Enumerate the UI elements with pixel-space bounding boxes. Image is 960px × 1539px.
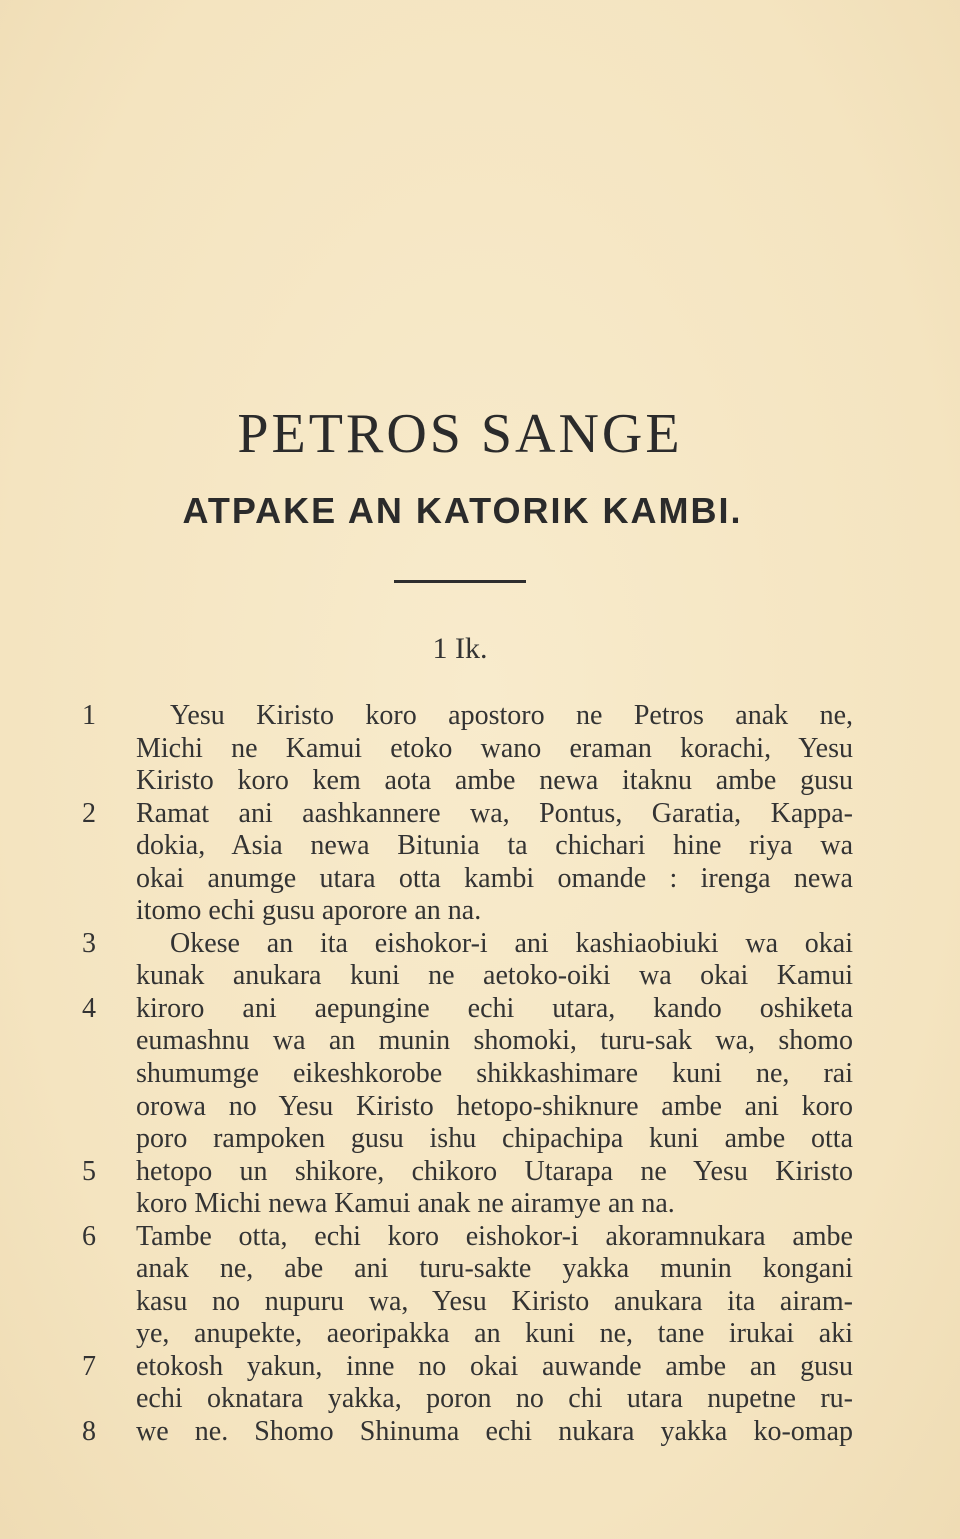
line-text: kunak anukara kuni ne aetoko-oiki wa okai Kamui (136, 960, 853, 992)
verse-number: 6 (82, 1220, 96, 1252)
text-line (0, 1156, 960, 1189)
line-text: Michi ne Kamui etoko wano eraman korachi, Yesu (136, 732, 853, 764)
body-text (0, 700, 960, 1449)
text-line (0, 960, 960, 993)
line-text: Okese an ita eishokor-i ani kashiaobiuki wa okai (170, 927, 853, 959)
page-title: PETROS SANGE (237, 403, 683, 465)
text-line (0, 993, 960, 1026)
text-line (0, 1058, 960, 1091)
line-text: echi oknatara yakka, poron no chi utara nupetne ru- (136, 1383, 853, 1415)
verse-number: 3 (82, 927, 96, 959)
text-line (0, 1416, 960, 1449)
text-line (0, 895, 960, 928)
text-line (0, 1123, 960, 1156)
text-line (0, 1318, 960, 1351)
line-text: anak ne, abe ani turu-sakte yakka munin kongani (136, 1253, 853, 1285)
line-text: Kiristo koro kem aota ambe newa itaknu ambe gusu (136, 765, 853, 797)
line-text: poro rampoken gusu ishu chipachipa kuni ambe otta (136, 1123, 853, 1155)
verse-number: 1 (82, 700, 96, 731)
line-text: etokosh yakun, inne no okai auwande ambe an gusu (136, 1350, 853, 1382)
line-text: we ne. Shomo Shinuma echi nukara yakka ko-omap (136, 1416, 853, 1448)
text-line (0, 1091, 960, 1124)
text-line (0, 765, 960, 798)
text-line (0, 830, 960, 863)
line-text: Yesu Kiristo koro apostoro ne Petros anak ne, (170, 700, 853, 731)
verse-number: 5 (82, 1155, 96, 1187)
title-divider (394, 580, 526, 583)
text-line (0, 1221, 960, 1254)
text-line (0, 798, 960, 831)
line-text: koro Michi newa Kamui anak ne airamye an na. (136, 1188, 675, 1220)
line-text: eumashnu wa an munin shomoki, turu-sak wa, shomo (136, 1025, 853, 1057)
line-text: orowa no Yesu Kiristo hetopo-shiknure ambe ani koro (136, 1090, 853, 1122)
line-text: hetopo un shikore, chikoro Utarapa ne Yesu Kiristo (136, 1155, 853, 1187)
line-text: kasu no nupuru wa, Yesu Kiristo anukara ita airam- (136, 1285, 853, 1317)
line-text: ye, anupekte, aeoripakka an kuni ne, tane irukai aki (136, 1318, 853, 1350)
line-text: Ramat ani aashkannere wa, Pontus, Garatia, Kappa- (136, 797, 853, 829)
text-line (0, 733, 960, 766)
text-line (0, 700, 960, 733)
text-line (0, 1025, 960, 1058)
text-line (0, 1383, 960, 1416)
text-line (0, 1253, 960, 1286)
text-line (0, 1351, 960, 1384)
verse-number: 4 (82, 992, 96, 1024)
line-text: Tambe otta, echi koro eishokor-i akoramnukara ambe (136, 1220, 853, 1252)
line-text: shumumge eikeshkorobe shikkashimare kuni ne, rai (136, 1058, 853, 1090)
line-text: kiroro ani aepungine echi utara, kando oshiketa (136, 992, 853, 1024)
line-text: itomo echi gusu aporore an na. (136, 895, 482, 927)
text-line (0, 863, 960, 896)
line-text: okai anumge utara otta kambi omande : irenga newa (136, 862, 853, 894)
verse-number: 7 (82, 1350, 96, 1382)
verse-number: 8 (82, 1416, 96, 1448)
text-line (0, 928, 960, 961)
text-line (0, 1188, 960, 1221)
text-line (0, 1286, 960, 1319)
verse-number: 2 (82, 797, 96, 829)
page-subtitle: ATPAKE AN KATORIK KAMBI. (182, 490, 743, 531)
line-text: dokia, Asia newa Bitunia ta chichari hine riya wa (136, 830, 853, 862)
chapter-heading: 1 Ik. (432, 632, 488, 665)
